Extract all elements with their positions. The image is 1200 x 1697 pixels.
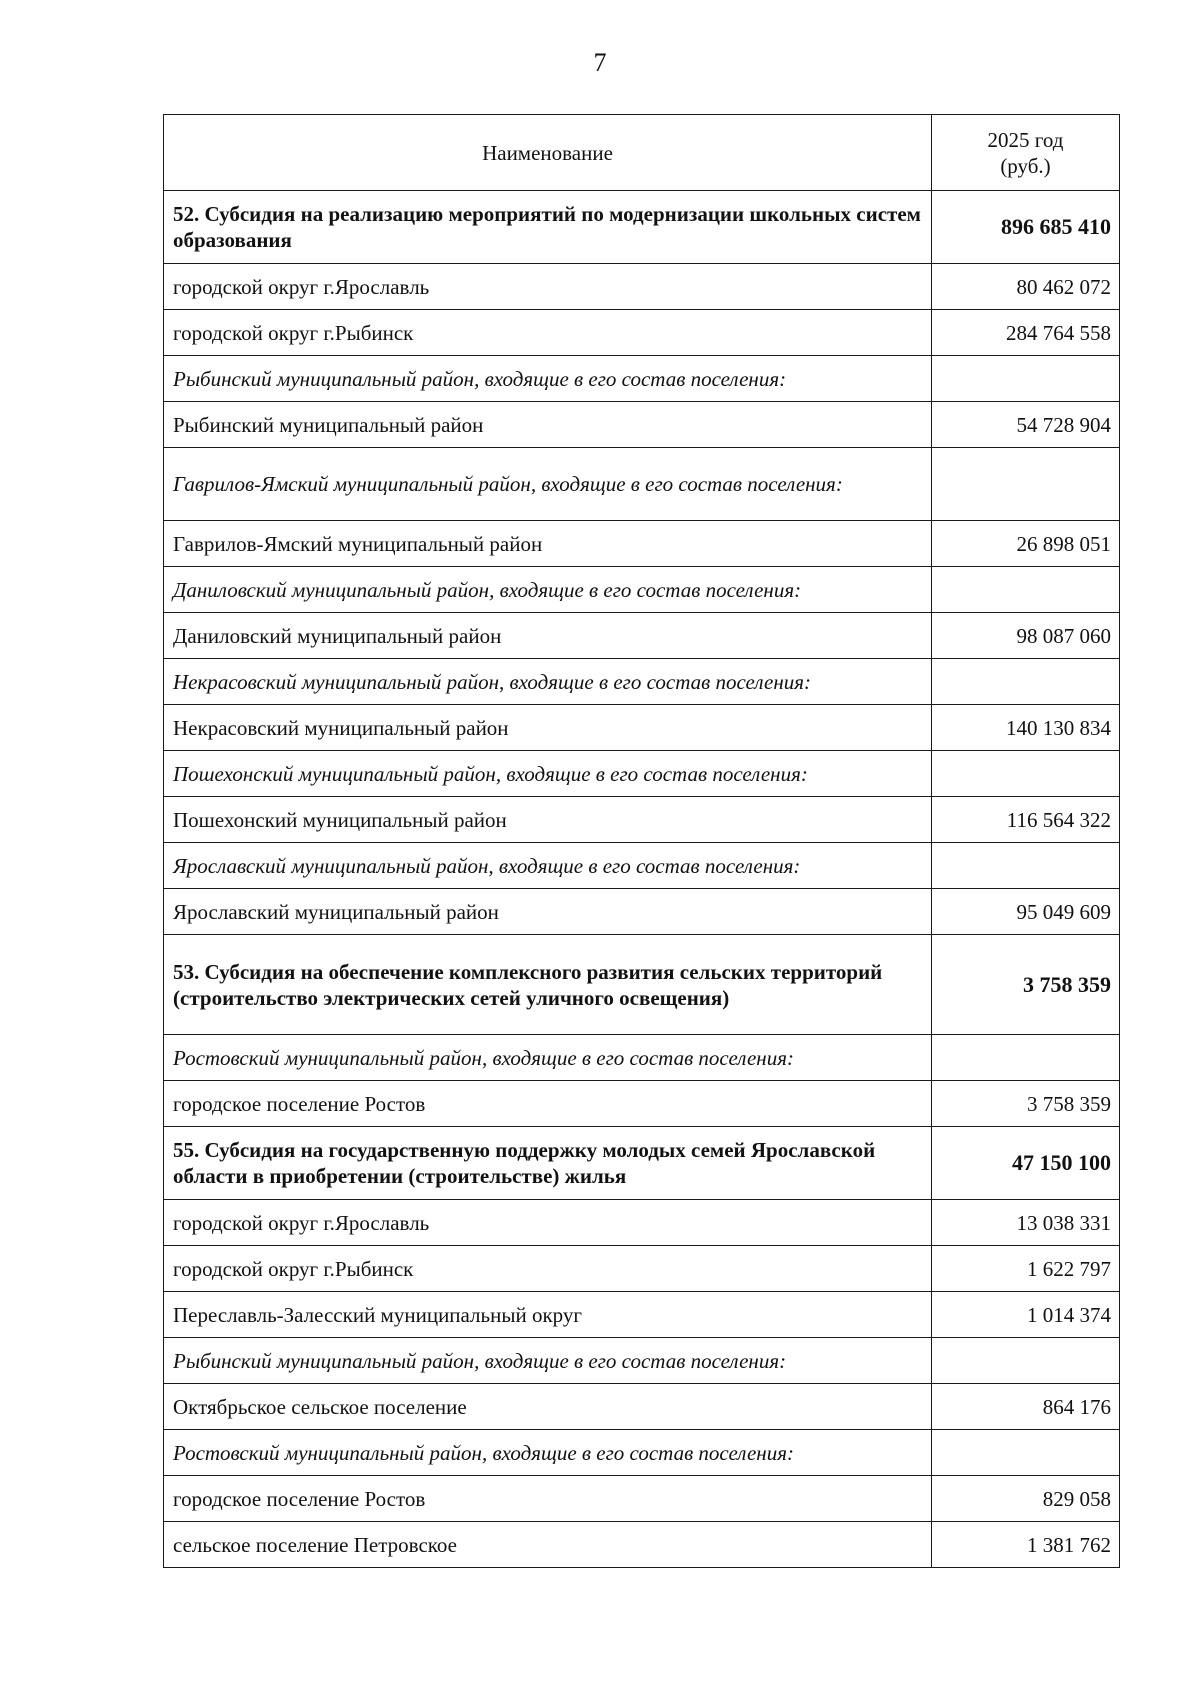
row-amount: 116 564 322: [932, 797, 1120, 843]
row-name: Октябрьское сельское поселение: [164, 1384, 932, 1430]
section-total: 47 150 100: [932, 1127, 1120, 1200]
section-total: 3 758 359: [932, 935, 1120, 1035]
group-heading-row: [164, 448, 1120, 521]
row-amount: 80 462 072: [932, 264, 1120, 310]
section-title: 52. Субсидия на реализацию мероприятий по модернизации школьных систем образования: [164, 191, 932, 264]
section-total: 896 685 410: [932, 191, 1120, 264]
section-row: [164, 1127, 1120, 1200]
row-name: городское поселение Ростов: [164, 1476, 932, 1522]
table-row: [164, 797, 1120, 843]
row-amount: [932, 567, 1120, 613]
group-heading-row: [164, 1430, 1120, 1476]
group-heading-row: [164, 356, 1120, 402]
row-amount: 1 381 762: [932, 1522, 1120, 1568]
column-header-year-label: 2025 год: [987, 127, 1064, 152]
table-row: [164, 1200, 1120, 1246]
row-amount: 98 087 060: [932, 613, 1120, 659]
column-header-year: [932, 115, 1120, 191]
row-amount: 284 764 558: [932, 310, 1120, 356]
section-row: [164, 191, 1120, 264]
table-body: [164, 191, 1120, 1568]
table-row: [164, 1246, 1120, 1292]
row-name: городской округ г.Рыбинск: [164, 310, 932, 356]
row-name: Рыбинский муниципальный район, входящие в его состав поселения:: [164, 356, 932, 402]
table-row: [164, 402, 1120, 448]
row-name: Пошехонский муниципальный район: [164, 797, 932, 843]
row-name: Гаврилов-Ямский муниципальный район, входящие в его состав поселения:: [164, 448, 932, 521]
row-name: Рыбинский муниципальный район: [164, 402, 932, 448]
column-header-unit: (руб.): [1000, 153, 1051, 178]
row-name: Некрасовский муниципальный район, входящие в его состав поселения:: [164, 659, 932, 705]
row-amount: 95 049 609: [932, 889, 1120, 935]
row-name: городское поселение Ростов: [164, 1081, 932, 1127]
column-header-name: Наименование: [164, 115, 932, 191]
section-row: [164, 935, 1120, 1035]
row-name: городской округ г.Ярославль: [164, 264, 932, 310]
row-amount: [932, 659, 1120, 705]
row-name: Даниловский муниципальный район, входящие в его состав поселения:: [164, 567, 932, 613]
group-heading-row: [164, 843, 1120, 889]
subsidy-table: [163, 114, 1120, 1568]
row-name: сельское поселение Петровское: [164, 1522, 932, 1568]
table-row: [164, 613, 1120, 659]
row-name: Пошехонский муниципальный район, входящие в его состав поселения:: [164, 751, 932, 797]
table-row: [164, 264, 1120, 310]
table-row: [164, 705, 1120, 751]
group-heading-row: [164, 751, 1120, 797]
row-name: Ростовский муниципальный район, входящие в его состав поселения:: [164, 1430, 932, 1476]
table-row: [164, 1384, 1120, 1430]
row-name: Ростовский муниципальный район, входящие в его состав поселения:: [164, 1035, 932, 1081]
table-row: [164, 889, 1120, 935]
row-amount: 829 058: [932, 1476, 1120, 1522]
section-title: 53. Субсидия на обеспечение комплексного развития сельских территорий (строительство электрических сетей уличного освещения): [164, 935, 932, 1035]
row-name: городской округ г.Рыбинск: [164, 1246, 932, 1292]
row-amount: 54 728 904: [932, 402, 1120, 448]
group-heading-row: [164, 1035, 1120, 1081]
row-name: Рыбинский муниципальный район, входящие в его состав поселения:: [164, 1338, 932, 1384]
row-name: Некрасовский муниципальный район: [164, 705, 932, 751]
row-amount: [932, 448, 1120, 521]
table-row: [164, 1522, 1120, 1568]
row-amount: 864 176: [932, 1384, 1120, 1430]
table-row: [164, 310, 1120, 356]
row-amount: [932, 843, 1120, 889]
row-name: Переславль-Залесский муниципальный округ: [164, 1292, 932, 1338]
row-name: Гаврилов-Ямский муниципальный район: [164, 521, 932, 567]
row-name: Ярославский муниципальный район, входящие в его состав поселения:: [164, 843, 932, 889]
page-number: 7: [593, 48, 607, 77]
group-heading-row: [164, 1338, 1120, 1384]
row-amount: [932, 751, 1120, 797]
row-amount: [932, 1338, 1120, 1384]
section-title: 55. Субсидия на государственную поддержку молодых семей Ярославской области в приобретении (строительстве) жилья: [164, 1127, 932, 1200]
row-name: Ярославский муниципальный район: [164, 889, 932, 935]
row-amount: 1 014 374: [932, 1292, 1120, 1338]
row-amount: [932, 1430, 1120, 1476]
row-name: городской округ г.Ярославль: [164, 1200, 932, 1246]
group-heading-row: [164, 659, 1120, 705]
table-row: [164, 1081, 1120, 1127]
row-name: Даниловский муниципальный район: [164, 613, 932, 659]
row-amount: 1 622 797: [932, 1246, 1120, 1292]
row-amount: 140 130 834: [932, 705, 1120, 751]
table-row: [164, 1292, 1120, 1338]
row-amount: 26 898 051: [932, 521, 1120, 567]
table-row: [164, 521, 1120, 567]
group-heading-row: [164, 567, 1120, 613]
row-amount: [932, 356, 1120, 402]
row-amount: [932, 1035, 1120, 1081]
table-row: [164, 1476, 1120, 1522]
table-header-row: [164, 115, 1120, 191]
row-amount: 3 758 359: [932, 1081, 1120, 1127]
row-amount: 13 038 331: [932, 1200, 1120, 1246]
